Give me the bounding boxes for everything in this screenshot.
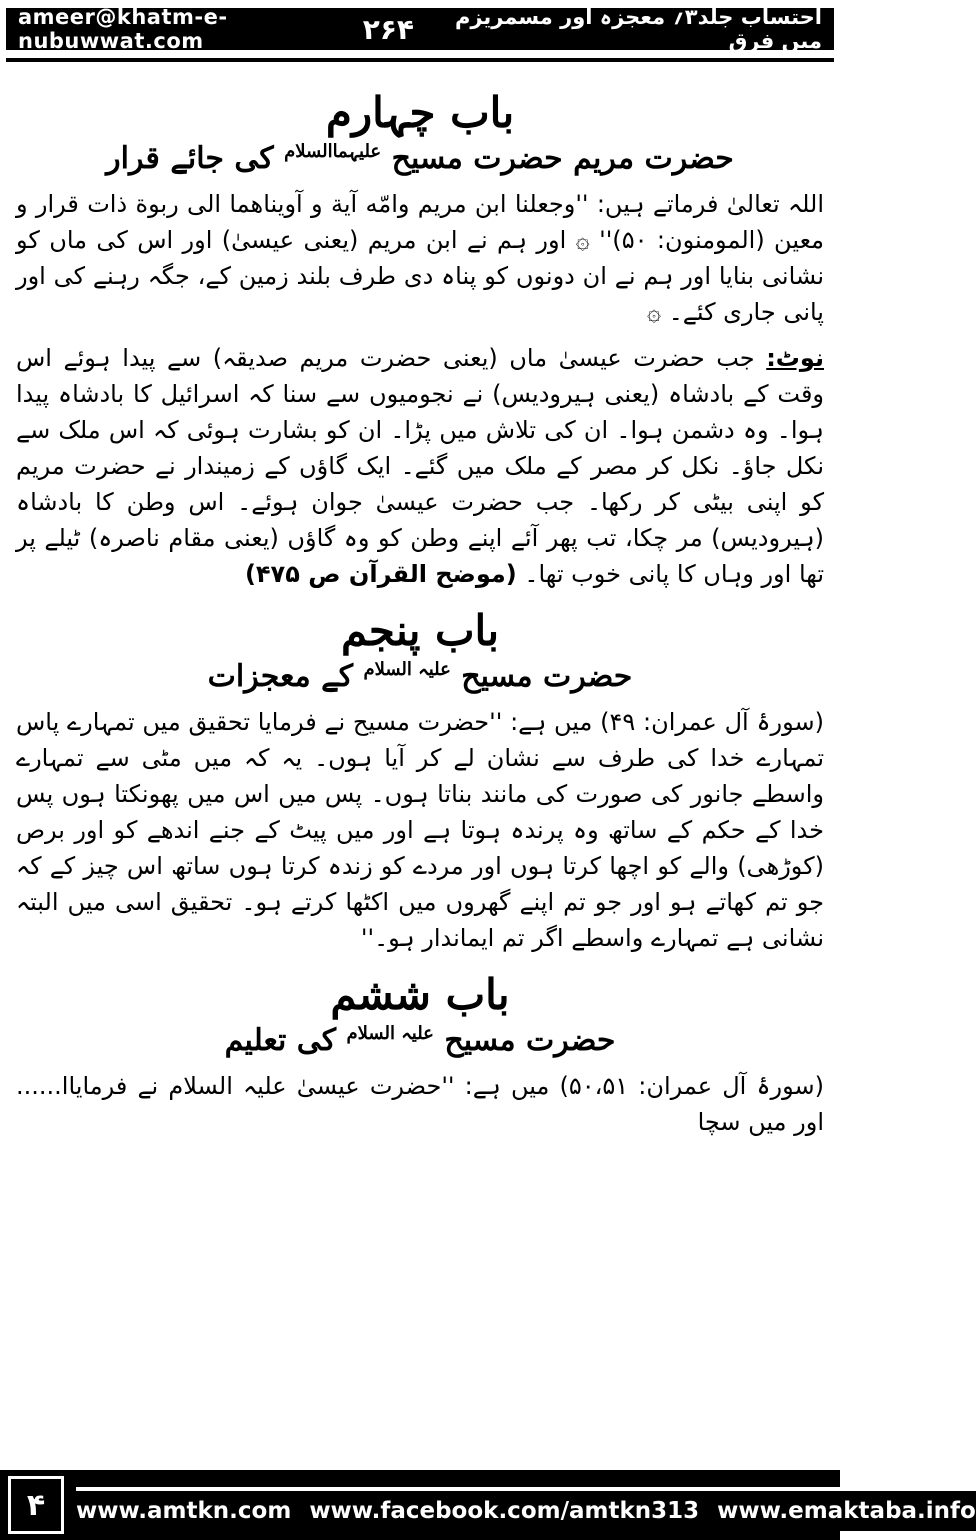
chapter4-intro-paragraph [16, 186, 824, 330]
footer-links-bar [76, 1487, 976, 1531]
chapter4-intro-text: اللہ تعالیٰ فرماتے ہیں: ''وجعلنا ابن مريم وامّه آية و آويناهما الى ربوة ذات قرار و معين (المومنون: ۵۰)'' ۞ اور ہم نے ابن مریم (یعنی عیسیٰ) اور اس کی ماں کو نشانی بنایا اور ہم نے ان دونوں کو پناہ دی طرف بلند زمین کے، جگہ رہنے کی اور پانی جاری کئے۔ ۞ [16, 190, 825, 326]
chapter5-subtitle [16, 659, 824, 694]
chapter5-subtitle-tail: کے معجزات [207, 659, 353, 694]
footer-page-number: ۴ [26, 1487, 46, 1523]
chapter6-honorific: علیہ السلام [346, 1023, 434, 1044]
footer-bar [0, 1470, 976, 1540]
chapter4-note-paragraph [16, 340, 824, 592]
footer-link-amtkn: www.amtkn.com [76, 1498, 292, 1524]
chapter4-subtitle-tail: کی جائے قرار [106, 141, 274, 176]
chapter5-subtitle-main: حضرت مسیح [461, 659, 633, 694]
note-label: نوٹ: [766, 344, 824, 372]
chapter6-subtitle-tail: کی تعلیم [224, 1023, 337, 1058]
header-page-number: ۲۶۴ [362, 12, 415, 46]
chapter4-title: باب چہارم [325, 88, 515, 137]
chapter6-title: باب ششم [330, 970, 510, 1019]
footer-link-emaktaba: www.emaktaba.info [717, 1498, 976, 1524]
note-text: جب حضرت عیسیٰ ماں (یعنی حضرت مریم صدیقہ) سے پیدا ہوئے اس وقت کے بادشاہ (یعنی ہیرودیس) نے نجومیوں سے سنا کہ اسرائیل کا بادشاہ پیدا ہوا۔ وہ دشمن ہوا۔ ان کی تلاش میں پڑا۔ ان کو بشارت ہوئی کہ اس ملک سے نکل جاؤ۔ نکل کر مصر کے ملک میں گئے۔ ایک گاؤں کے زمیندار نے حضرت مریم کو اپنی بیٹی کر رکھا۔ جب حضرت عیسیٰ جوان ہوئے۔ اس وطن کا بادشاہ (ہیرودیس) مر چکا، تب پھر آئے اپنے وطن کو وہ گاؤں (یعنی مقام ناصرہ) ٹیلے پر تھا اور وہاں کا پانی خوب تھا۔ [16, 344, 824, 588]
header-email: ameer@khatm-e-nubuwwat.com [18, 5, 228, 53]
footer-page-number-box [8, 1476, 64, 1534]
header-divider-rule [6, 58, 834, 62]
footer-link-facebook: www.facebook.com/amtkn313 [309, 1498, 700, 1524]
chapter6-text: (سورۂ آل عمران: ۵۰،۵۱) میں ہے: ''حضرت عیسیٰ علیہ السلام نے فرمایا اور میں سچا [68, 1072, 824, 1136]
chapter5-honorific: علیہ السلام [363, 659, 451, 680]
quran-reference: (موضح القرآن ص ۴۷۵) [244, 560, 517, 588]
chapter5-title: باب پنجم [340, 606, 500, 655]
catchword: ا...... [16, 1072, 69, 1100]
chapter4-honorific: علیہماالسلام [284, 141, 382, 162]
header-book-title: احتساب جلد۳؍ معجزہ اور مسمریزم میں فرق [454, 5, 822, 53]
chapter6-subtitle [16, 1023, 824, 1058]
chapter5-paragraph [16, 704, 824, 956]
chapter4-subtitle [16, 141, 824, 176]
chapter5-text: (سورۂ آل عمران: ۴۹) میں ہے: ''حضرت مسیح نے فرمایا تحقیق میں تمہارے پاس تمہارے خدا کی طرف سے نشان لے کر آیا ہوں۔ یہ کہ میں مٹی سے تمہارے واسطے جانور کی صورت کی مانند بناتا ہوں۔ پس میں اس میں پھونکتا ہوں پس خدا کے حکم کے ساتھ وہ پرندہ ہوتا ہے اور میں پیٹ کے جنے اندھے کو اور برص (کوڑھی) والے کو اچھا کرتا ہوں اور مردے کو زندہ کرتا ہوں ساتھ اس چیز کے کہ جو تم کھاتے ہو اور جو تم اپنے گھروں میں اکٹھا کرتے ہو۔ تحقیق اسی میں البتہ نشانی ہے تمہارے واسطے اگر تم ایماندار ہو۔'' [16, 708, 824, 952]
chapter4-subtitle-main: حضرت مریم حضرت مسیح [391, 141, 734, 176]
chapter6-subtitle-main: حضرت مسیح [444, 1023, 616, 1058]
page-content [16, 74, 824, 1456]
chapter6-paragraph [16, 1068, 824, 1140]
header-bar [6, 5, 834, 53]
